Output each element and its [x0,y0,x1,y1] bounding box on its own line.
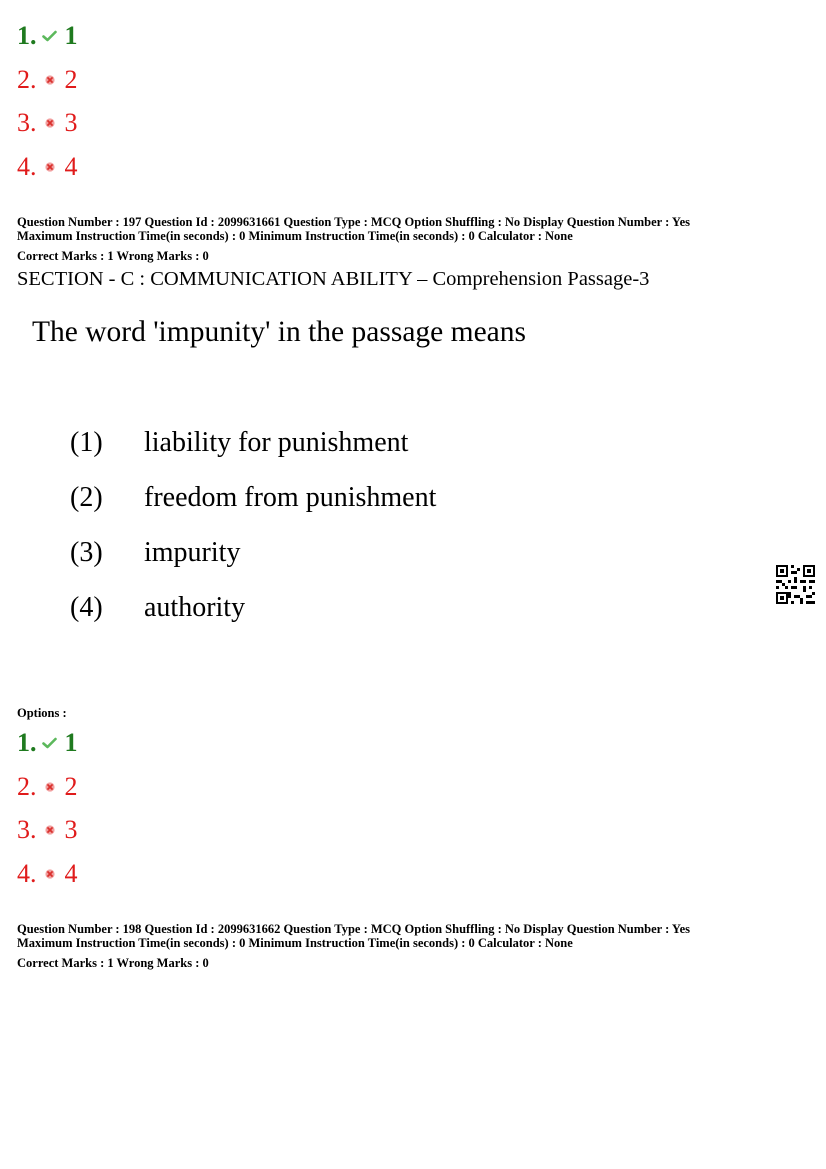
check-icon [37,30,63,42]
option-value: 1 [64,728,78,757]
option-number: 1. [17,728,37,757]
question-meta-line1: Question Number : 197 Question Id : 2099631661 Question Type : MCQ Option Shuffling : No Display Question Number : Yes [17,215,690,229]
option-3 [17,813,78,847]
choice-text: liability for punishment [144,427,409,458]
option-value: 3 [64,815,78,844]
choice-number: (4) [70,592,103,623]
option-value: 1 [64,21,78,50]
question-marks: Correct Marks : 1 Wrong Marks : 0 [17,956,209,970]
choice-text: freedom from punishment [144,482,437,513]
cross-icon [37,869,63,879]
question-meta-line2: Maximum Instruction Time(in seconds) : 0 Minimum Instruction Time(in seconds) : 0 Calculator : None [17,936,573,950]
question-meta-line1: Question Number : 198 Question Id : 2099631662 Question Type : MCQ Option Shuffling : No Display Question Number : Yes [17,922,690,936]
option-number: 3. [17,108,37,137]
options-label: Options : [17,706,67,720]
option-number: 3. [17,815,37,844]
option-number: 2. [17,772,37,801]
question-meta-line2: Maximum Instruction Time(in seconds) : 0 Minimum Instruction Time(in seconds) : 0 Calculator : None [17,229,573,243]
question-text: The word 'impunity' in the passage means [32,316,526,348]
option-value: 2 [64,772,78,801]
choice-2 [70,482,436,514]
choice-number: (2) [70,482,103,513]
cross-icon [37,118,63,128]
option-number: 4. [17,859,37,888]
option-number: 1. [17,21,37,50]
section-title: SECTION - C : COMMUNICATION ABILITY – Comprehension Passage-3 [17,268,650,290]
choice-3 [70,537,240,569]
option-1 [17,726,78,760]
cross-icon [37,782,63,792]
option-2 [17,770,78,804]
cross-icon [37,825,63,835]
choice-text: authority [144,592,246,623]
option-value: 4 [64,859,78,888]
cross-icon [37,75,63,85]
question-marks: Correct Marks : 1 Wrong Marks : 0 [17,249,209,263]
cross-icon [37,162,63,172]
choice-4 [70,592,245,624]
option-number: 2. [17,65,37,94]
choice-text: impurity [144,537,241,568]
option-value: 3 [64,108,78,137]
option-value: 2 [64,65,78,94]
choice-number: (1) [70,427,103,458]
option-4 [17,857,78,891]
prev-option-3 [17,106,78,140]
qr-code-icon [776,565,815,604]
option-value: 4 [64,152,78,181]
option-number: 4. [17,152,37,181]
prev-option-2 [17,63,78,97]
choice-number: (3) [70,537,103,568]
check-icon [37,737,63,749]
prev-option-1 [17,19,78,53]
choice-1 [70,427,408,459]
prev-option-4 [17,150,78,184]
